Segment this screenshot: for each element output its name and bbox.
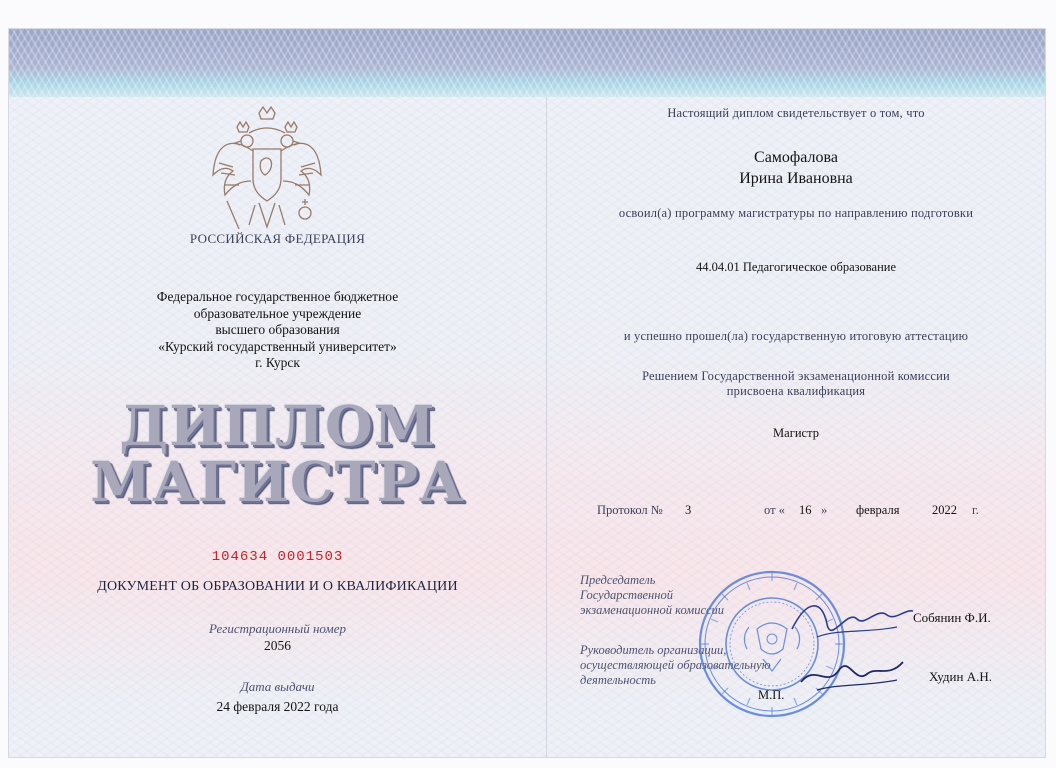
protocol-from: от « (764, 503, 785, 517)
head-label-line: деятельность (580, 673, 656, 687)
registration-number-value: 2056 (264, 638, 291, 653)
study-direction: 44.04.01 Педагогическое образование (695, 260, 897, 274)
decision-line: Решением Государственной экзаменационной комиссии (642, 369, 950, 383)
country-name: РОССИЙСКАЯ ФЕДЕРАЦИЯ (189, 231, 366, 246)
chair-label-line: экзаменационной комиссии (580, 603, 725, 617)
right-page (547, 29, 1045, 757)
graduate-given-names: Ирина Ивановна (739, 170, 853, 187)
chair-label-line: Председатель (580, 573, 656, 587)
org-city: г. Курск (255, 355, 300, 370)
program-statement: освоил(а) программу магистратуры по направлению подготовки (618, 206, 974, 220)
head-name: Худин А.Н. (929, 669, 992, 684)
serial-number: 104634 0001503 (211, 549, 344, 565)
registration-number-label: Регистрационный номер (209, 621, 346, 636)
org-line: образовательное учреждение (193, 305, 362, 321)
org-line: высшего образования (215, 322, 340, 337)
left-page (9, 29, 546, 757)
stamp-place-mark: М.П. (758, 688, 785, 702)
qualification: Магистр (773, 426, 819, 440)
document-type: ДОКУМЕНТ ОБ ОБРАЗОВАНИИ И О КВАЛИФИКАЦИИ (97, 579, 458, 594)
decision-line: присвоена квалификация (726, 384, 866, 398)
diploma-sheet (8, 28, 1046, 758)
protocol-label: Протокол № (597, 503, 663, 517)
protocol-number: 3 (685, 503, 692, 517)
protocol-close-quote: » (821, 503, 828, 517)
head-label-line: осуществляющей образовательную (580, 658, 771, 672)
issue-date-value: 24 февраля 2022 года (216, 699, 339, 714)
graduate-surname: Самофалова (754, 149, 838, 166)
chair-label-line: Государственной (580, 588, 673, 602)
commission-decision (547, 369, 1045, 399)
coat-of-arms-icon (209, 105, 325, 239)
protocol-line (597, 503, 1017, 521)
protocol-year-suffix: г. (972, 503, 979, 517)
chair-name: Собянин Ф.И. (913, 610, 991, 625)
chair-signature-icon (787, 589, 917, 649)
protocol-day: 16 (799, 503, 812, 517)
issue-date-label: Дата выдачи (240, 679, 315, 694)
head-label-line: Руководитель организации, (580, 643, 727, 657)
protocol-year: 2022 (932, 503, 957, 517)
organization-name (9, 289, 546, 372)
diploma-title-line1: ДИПЛОМ (119, 393, 436, 458)
protocol-month: февраля (856, 503, 900, 517)
head-signature-icon (797, 644, 907, 699)
org-line: «Курский государственный университет» (158, 338, 397, 354)
diploma-title-line2: МАГИСТРА (90, 449, 465, 514)
attestation-statement: и успешно прошел(ла) государственную итоговую аттестацию (623, 329, 969, 343)
certification-intro: Настоящий диплом свидетельствует о том, что (667, 106, 925, 120)
org-line: Федеральное государственное бюджетное (156, 289, 399, 304)
